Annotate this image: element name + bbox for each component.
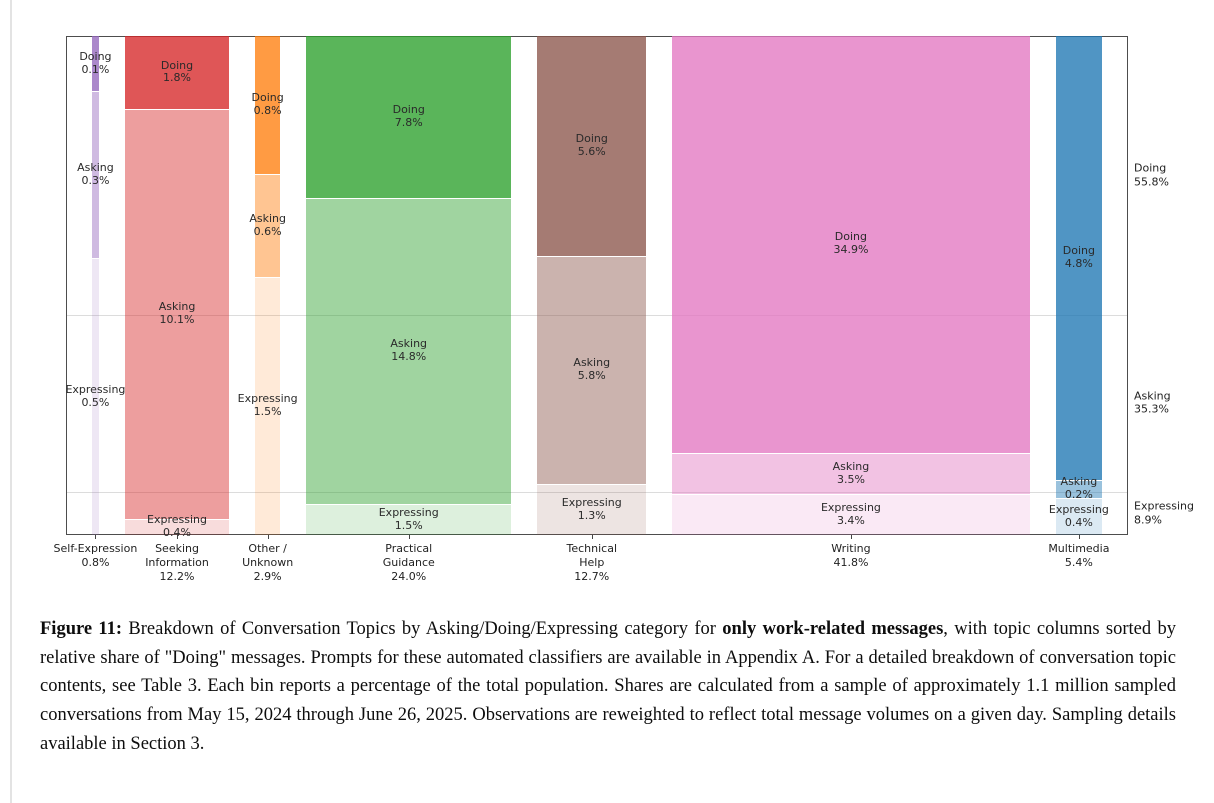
segment-value: 0.8%	[253, 103, 282, 117]
x-axis-tick	[409, 535, 410, 539]
aggregate-series-name: Asking	[1134, 388, 1171, 402]
segment-label	[159, 301, 196, 327]
segment-series-name: Asking	[390, 337, 428, 351]
segment-series-name: Expressing	[237, 392, 298, 406]
x-axis-label-practical-guidance	[383, 542, 435, 583]
page-edge-line	[10, 0, 12, 803]
segment-label	[161, 60, 193, 86]
segment-series-name: Doing	[251, 90, 284, 104]
segment-self-expression-asking	[77, 91, 114, 257]
x-label-line: Multimedia	[1048, 542, 1110, 555]
segment-value: 14.8%	[391, 350, 427, 364]
segment-multimedia-asking	[1056, 475, 1102, 502]
segment-label	[833, 461, 870, 487]
x-label-line: Technical	[566, 542, 618, 555]
aggregate-series-name: Expressing	[1134, 499, 1194, 513]
segment-value: 7.8%	[394, 115, 423, 129]
x-axis-tick	[268, 535, 269, 539]
segment-label	[821, 502, 881, 528]
x-label-line: Writing	[831, 542, 871, 555]
segment-value: 1.5%	[253, 405, 282, 419]
caption-text: , with topic columns sorted by relative share of "Doing" messages. Prompts for these automated classifiers are available in Appendix A. For a detailed breakdown of conversation topic contents, see Table 3. Each bin reports a percentage of the total population. Shares are calculated from a sample of approximately 1.1 million sampled conversations from May 15, 2024 through June 26, 2025. Observations are reweighted to reflect total message volumes on a given day. Sampling details available in Section 3.	[40, 619, 1176, 754]
x-label-line: Self-Expression	[53, 542, 138, 555]
segment-series-name: Doing	[834, 230, 868, 244]
x-axis-label-self-expression	[54, 542, 138, 570]
segment-series-name: Asking	[573, 356, 611, 370]
segment-value: 3.4%	[836, 514, 865, 528]
segment-value: 1.8%	[163, 71, 191, 85]
segment-series-name: Asking	[158, 300, 196, 314]
segment-value: 0.4%	[163, 526, 191, 540]
aggregate-label-expressing	[1134, 499, 1194, 527]
segment-series-name: Doing	[575, 132, 608, 146]
segment-value: 34.9%	[833, 243, 869, 257]
segment-label	[1061, 476, 1098, 502]
x-label-total: 12.7%	[574, 569, 610, 583]
segment-value: 3.5%	[836, 473, 865, 487]
segment-label	[562, 497, 622, 523]
segment-value: 1.5%	[394, 518, 423, 532]
x-label-line: Unknown	[242, 555, 294, 569]
segment-label	[65, 384, 125, 410]
mosaic-column-other-unknown	[237, 36, 298, 535]
x-label-total: 5.4%	[1064, 555, 1093, 569]
x-axis-label-other-unknown	[242, 542, 293, 583]
segment-series-name: Expressing	[147, 513, 208, 527]
x-label-line: Guidance	[382, 555, 435, 569]
segment-writing-expressing	[672, 494, 1030, 535]
segment-series-name: Asking	[832, 460, 870, 474]
x-label-total: 2.9%	[253, 569, 282, 583]
x-label-total: 24.0%	[391, 569, 427, 583]
segment-label	[1049, 504, 1109, 530]
segment-label	[1063, 245, 1095, 271]
segment-value: 5.8%	[577, 369, 606, 383]
caption-bold-text: Figure 11:	[40, 619, 123, 639]
segment-series-name: Asking	[1060, 475, 1098, 489]
segment-writing-asking	[672, 453, 1030, 495]
segment-series-name: Doing	[1062, 243, 1095, 257]
segment-value: 4.8%	[1064, 256, 1093, 270]
x-label-line: Seeking	[155, 542, 199, 555]
x-label-line: Practical	[385, 542, 433, 555]
segment-practical-guidance-expressing	[306, 504, 511, 535]
caption-bold-text: only work-related messages	[722, 619, 944, 639]
segment-label	[252, 92, 284, 118]
x-label-line: Other /	[248, 542, 287, 555]
segment-practical-guidance-asking	[306, 198, 511, 504]
segment-value: 0.4%	[1064, 515, 1093, 529]
segment-label	[833, 231, 868, 257]
segment-multimedia-expressing	[1048, 498, 1109, 535]
x-axis-tick	[95, 535, 96, 539]
segment-series-name: Doing	[392, 102, 425, 116]
figure-caption	[40, 615, 1176, 758]
x-axis-tick	[592, 535, 593, 539]
x-axis-label-technical-help	[567, 542, 618, 583]
segment-series-name: Expressing	[561, 495, 622, 509]
mosaic-column-self-expression	[65, 36, 126, 535]
segment-writing-doing	[672, 36, 1030, 453]
segment-multimedia-doing	[1056, 36, 1102, 480]
segment-label	[393, 104, 425, 130]
segment-label	[79, 51, 111, 77]
segment-label	[390, 338, 427, 364]
x-label-total: 0.8%	[81, 555, 110, 569]
segment-value: 0.6%	[253, 224, 282, 238]
mosaic-column-writing	[672, 36, 1030, 535]
segment-series-name: Doing	[79, 49, 112, 63]
segment-series-name: Asking	[77, 161, 114, 175]
x-label-total: 41.8%	[833, 555, 869, 569]
segment-label	[576, 133, 608, 159]
x-axis-tick	[1079, 535, 1080, 539]
x-axis-tick	[851, 535, 852, 539]
segment-label	[238, 393, 298, 419]
segment-self-expression-doing	[79, 36, 112, 91]
x-label-line: Help	[579, 555, 605, 569]
x-label-line: Information	[145, 555, 209, 569]
segment-label	[573, 358, 610, 384]
segment-value: 0.5%	[81, 395, 110, 409]
segment-label	[249, 213, 286, 239]
segment-self-expression-expressing	[65, 258, 126, 535]
segment-value: 0.1%	[81, 62, 110, 76]
x-axis-label-multimedia	[1048, 542, 1109, 570]
x-label-total: 12.2%	[159, 569, 195, 583]
segment-label	[77, 162, 114, 188]
aggregate-label-asking	[1134, 389, 1171, 417]
segment-value: 1.3%	[577, 508, 606, 522]
segment-series-name: Asking	[249, 211, 286, 225]
mosaic-column-technical-help	[537, 36, 646, 535]
aggregate-value: 55.8%	[1134, 175, 1169, 189]
segment-seeking-information-expressing	[125, 513, 229, 540]
aggregate-value: 8.9%	[1134, 512, 1162, 526]
aggregate-series-name: Doing	[1134, 161, 1167, 175]
mosaic-column-multimedia	[1048, 36, 1109, 535]
segment-seeking-information-asking	[125, 109, 229, 519]
aggregate-value: 35.3%	[1134, 402, 1169, 416]
segment-technical-help-asking	[537, 256, 646, 484]
segment-value: 5.6%	[577, 145, 606, 159]
segment-value: 0.2%	[1064, 488, 1093, 502]
mosaic-column-practical-guidance	[306, 36, 511, 535]
segment-value: 0.3%	[81, 174, 110, 188]
mosaic-column-seeking-information	[125, 36, 229, 540]
segment-seeking-information-doing	[125, 36, 229, 109]
segment-label	[379, 507, 439, 533]
segment-series-name: Expressing	[65, 382, 126, 396]
segment-series-name: Doing	[160, 58, 194, 72]
aggregate-label-doing	[1134, 161, 1169, 189]
segment-other-unknown-expressing	[237, 277, 298, 535]
segment-practical-guidance-doing	[306, 36, 511, 198]
segment-series-name: Expressing	[820, 501, 881, 515]
segment-series-name: Expressing	[378, 505, 439, 519]
segment-technical-help-expressing	[537, 484, 646, 535]
segment-other-unknown-asking	[249, 174, 286, 277]
caption-text: Breakdown of Conversation Topics by Asking/Doing/Expressing category for	[122, 619, 723, 639]
segment-series-name: Expressing	[1048, 503, 1109, 517]
segment-label	[147, 514, 207, 540]
x-axis-label-seeking-information	[145, 542, 209, 583]
segment-technical-help-doing	[537, 36, 646, 256]
segment-value: 10.1%	[159, 313, 195, 327]
segment-other-unknown-doing	[251, 36, 284, 174]
x-axis-label-writing	[831, 542, 870, 570]
